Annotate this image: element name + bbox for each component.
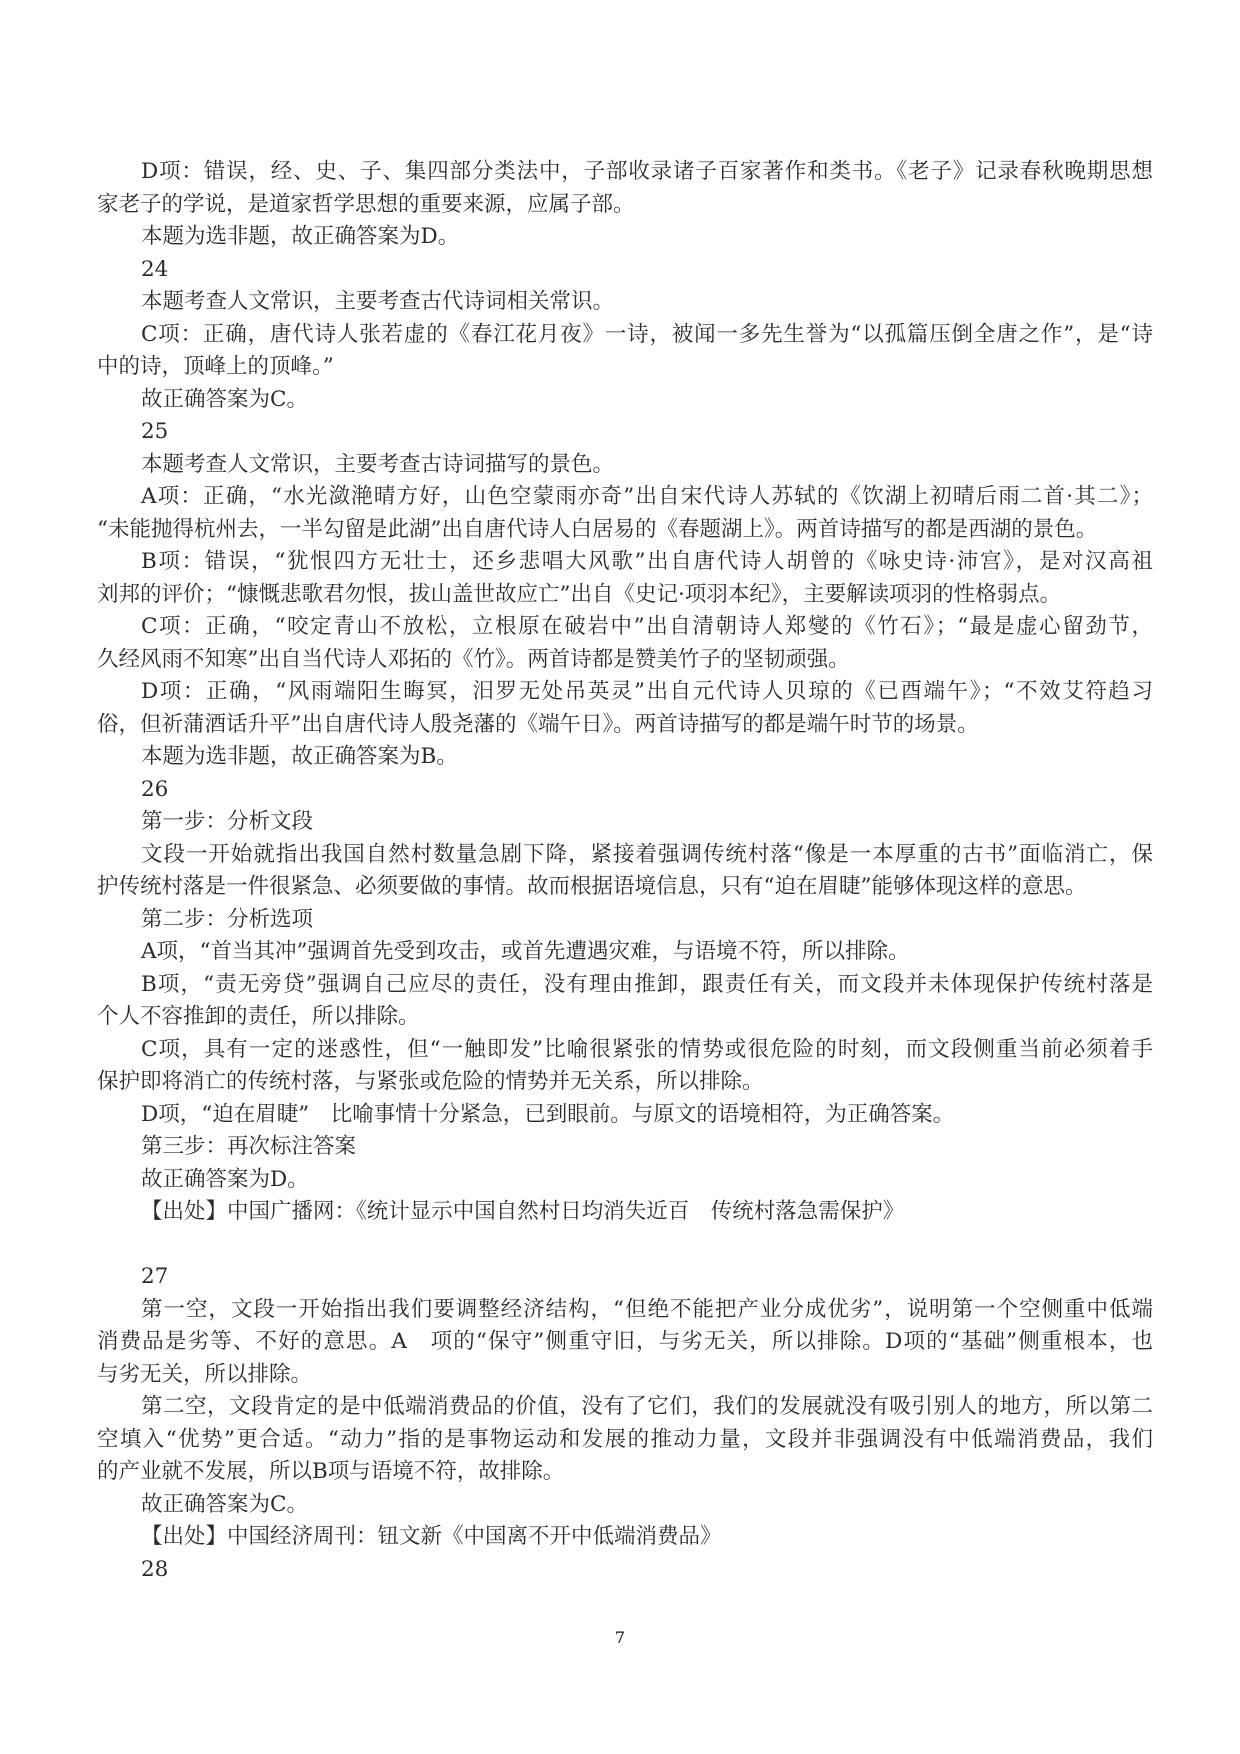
text-line: D项，“迫在眉睫” 比喻事情十分紧急，已到眼前。与原文的语境相符，为正确答案。 bbox=[141, 1101, 955, 1127]
paragraph bbox=[97, 1164, 1153, 1197]
text-line: 本题考查人文常识，主要考查古代诗词相关常识。 bbox=[141, 289, 615, 314]
paragraph bbox=[97, 156, 1153, 221]
paragraph bbox=[97, 319, 1153, 384]
text-line: 故正确答案为D。 bbox=[141, 1166, 309, 1192]
text-line: 中的诗，顶峰上的顶峰。” bbox=[97, 354, 334, 379]
text-line: 空填入“优势”更合适。“动力”指的是事物运动和发展的推动力量，文段并非强调没有中低端消费品，我们 bbox=[97, 1426, 1153, 1452]
paragraph bbox=[97, 936, 1153, 969]
text-line: 消费品是劣等、不好的意思。A 项的“保守”侧重守旧，与劣无关，所以排除。D项的“基础”侧重根本，也 bbox=[97, 1329, 1153, 1354]
text-line: 故正确答案为C。 bbox=[141, 386, 308, 412]
text-line: 25 bbox=[141, 419, 169, 444]
text-line: D项：错误，经、史、子、集四部分类法中，子部收录诸子百家著作和类书。《老子》记录春秋晚期思想 bbox=[141, 159, 1153, 184]
text-line: 第三步：再次标注答案 bbox=[141, 1134, 357, 1159]
paragraph bbox=[97, 286, 1153, 319]
text-line: 家老子的学说，是道家哲学思想的重要来源，应属子部。 bbox=[97, 191, 635, 217]
text-line: 保护即将消亡的传统村落，与紧张或危险的情势并无关系，所以排除。 bbox=[97, 1069, 764, 1094]
paragraph bbox=[97, 449, 1153, 482]
text-line: “未能抛得杭州去，一半勾留是此湖”出自唐代诗人白居易的《春题湖上》。两首诗描写的都是西湖的景色。 bbox=[97, 516, 1098, 542]
text-line: 第一空，文段一开始指出我们要调整经济结构，“但绝不能把产业分成优劣”，说明第一个空侧重中低端 bbox=[141, 1296, 1153, 1322]
text-line: 本题为选非题，故正确答案为B。 bbox=[141, 744, 458, 769]
text-line: 护传统村落是一件很紧急、必须要做的事情。故而根据语境信息，只有“迫在眉睫”能够体现这样的意思。 bbox=[97, 874, 1087, 899]
text-line: 刘邦的评价；“慷慨悲歌君勿恨，拔山盖世故应亡”出自《史记·项羽本纪》，主要解读项羽的性格弱点。 bbox=[97, 581, 1062, 607]
text-line: 本题为选非题，故正确答案为D。 bbox=[141, 224, 460, 249]
text-line: A项：正确，“水光潋滟晴方好，山色空蒙雨亦奇”出自宋代诗人苏轼的《饮湖上初晴后雨二首·其二》； bbox=[141, 484, 1153, 509]
paragraph bbox=[97, 774, 1153, 807]
text-line: 久经风雨不知寒”出自当代诗人邓拓的《竹》。两首诗都是赞美竹子的坚韧顽强。 bbox=[97, 646, 850, 672]
text-line: 第一步：分析文段 bbox=[141, 809, 314, 834]
text-line: D项：正确，“风雨端阳生晦冥，汨罗无处吊英灵”出自元代诗人贝琼的《已酉端午》；“不效艾符趋习 bbox=[141, 679, 1153, 704]
text-line: 【出处】中国经济周刊：钮文新《中国离不开中低端消费品》 bbox=[141, 1524, 722, 1549]
text-line: 24 bbox=[141, 256, 169, 282]
text-line: 文段一开始就指出我国自然村数量急剧下降，紧接着强调传统村落“像是一本厚重的古书”面临消亡，保 bbox=[141, 841, 1153, 867]
paragraph bbox=[97, 676, 1153, 741]
text-line: 与劣无关，所以排除。 bbox=[97, 1361, 313, 1387]
text-line: 俗，但祈蒲酒话升平”出自唐代诗人殷尧藩的《端午日》。两首诗描写的都是端午时节的场景。 bbox=[97, 711, 979, 737]
paragraph bbox=[97, 221, 1153, 254]
document-body bbox=[97, 156, 1153, 1586]
text-line: 26 bbox=[141, 776, 169, 802]
paragraph bbox=[97, 1391, 1153, 1489]
paragraph bbox=[97, 416, 1153, 449]
text-line: B项，“责无旁贷”强调自己应尽的责任，没有理由推卸，跟责任有关，而文段并未体现保护传统村落是 bbox=[141, 971, 1153, 997]
paragraph bbox=[97, 481, 1153, 546]
paragraph bbox=[97, 1294, 1153, 1392]
text-line: 故正确答案为C。 bbox=[141, 1491, 308, 1517]
paragraph bbox=[97, 839, 1153, 904]
paragraph bbox=[97, 1196, 1153, 1229]
text-line: A项，“首当其冲”强调首先受到攻击，或首先遭遇灾难，与语境不符，所以排除。 bbox=[141, 939, 910, 964]
text-line: C项：正确，“咬定青山不放松，立根原在破岩中”出自清朝诗人郑燮的《竹石》；“最是虚心留劲节， bbox=[141, 614, 1153, 639]
text-line: 28 bbox=[141, 1556, 169, 1582]
text-line: 【出处】中国广播网：《统计显示中国自然村日均消失近百 传统村落急需保护》 bbox=[141, 1199, 905, 1224]
paragraph bbox=[97, 1099, 1153, 1132]
text-line: 第二步：分析选项 bbox=[141, 906, 314, 932]
page-number: 7 bbox=[614, 1628, 626, 1647]
paragraph bbox=[97, 1131, 1153, 1164]
text-line: 的产业就不发展，所以B项与语境不符，故排除。 bbox=[97, 1459, 565, 1484]
paragraph bbox=[97, 1034, 1153, 1099]
paragraph bbox=[97, 384, 1153, 417]
paragraph bbox=[97, 806, 1153, 839]
text-line: C项：正确，唐代诗人张若虚的《春江花月夜》一诗，被闻一多先生誉为“以孤篇压倒全唐之作”，是“诗 bbox=[141, 321, 1153, 347]
blank-line bbox=[97, 1229, 1153, 1262]
paragraph bbox=[97, 254, 1153, 287]
text-line: C项，具有一定的迷惑性，但“一触即发”比喻很紧张的情势或很危险的时刻，而文段侧重当前必须着手 bbox=[141, 1036, 1153, 1062]
text-line: 个人不容推卸的责任，所以排除。 bbox=[97, 1004, 420, 1029]
paragraph bbox=[97, 1521, 1153, 1554]
paragraph bbox=[97, 969, 1153, 1034]
text-line: 本题考查人文常识，主要考查古诗词描写的景色。 bbox=[141, 451, 615, 477]
paragraph bbox=[97, 611, 1153, 676]
text-line: 27 bbox=[141, 1264, 169, 1289]
paragraph bbox=[97, 904, 1153, 937]
paragraph bbox=[97, 741, 1153, 774]
text-line: 第二空，文段肯定的是中低端消费品的价值，没有了它们，我们的发展就没有吸引别人的地方，所以第二 bbox=[141, 1394, 1153, 1419]
paragraph bbox=[97, 546, 1153, 611]
paragraph bbox=[97, 1261, 1153, 1294]
text-line: B项：错误，“犹恨四方无壮士，还乡悲唱大风歌”出自唐代诗人胡曾的《咏史诗·沛宫》，是对汉高祖 bbox=[141, 549, 1153, 574]
paragraph bbox=[97, 1489, 1153, 1522]
paragraph bbox=[97, 1554, 1153, 1587]
